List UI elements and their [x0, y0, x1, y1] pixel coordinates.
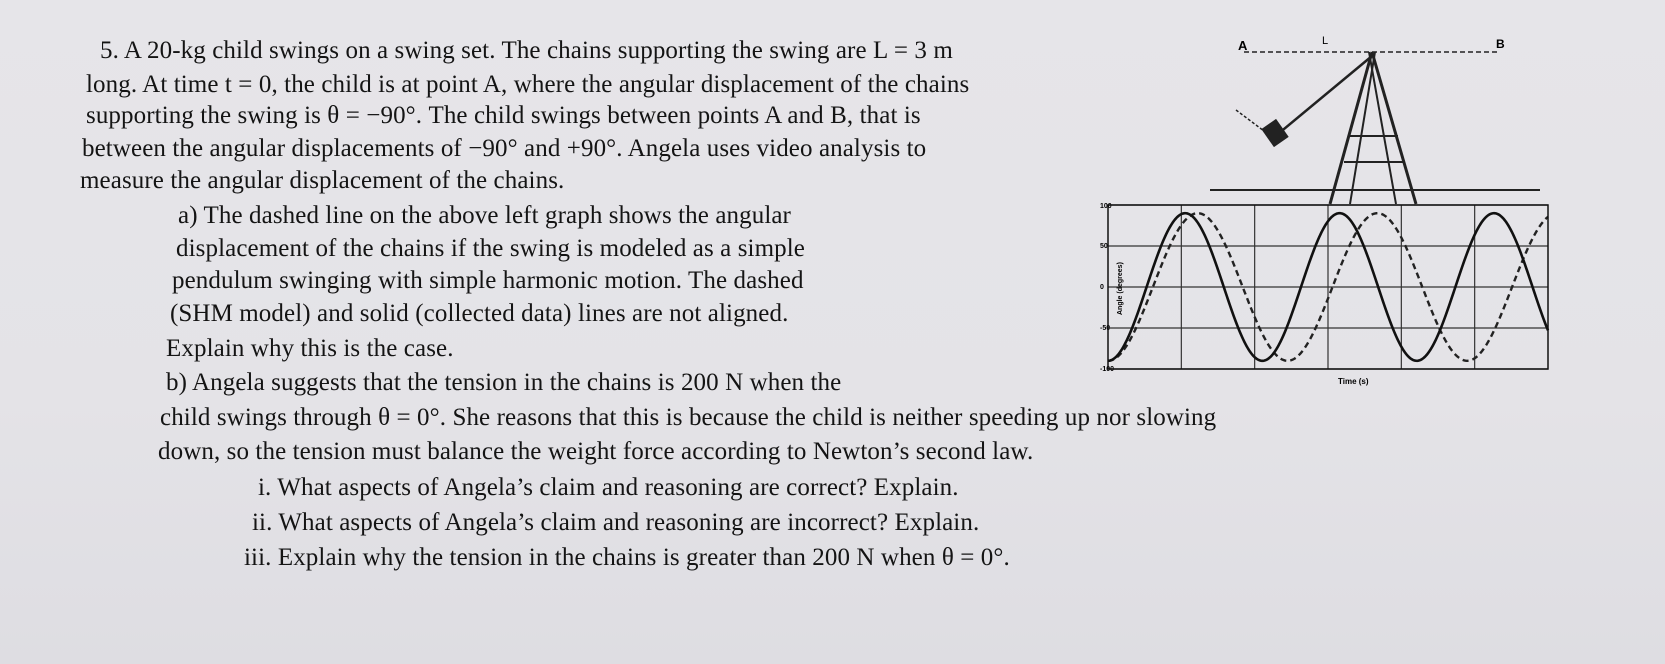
angle-time-graph — [1100, 203, 1548, 420]
part-a-line-1: a) The dashed line on the above left graph shows the angular — [178, 202, 791, 229]
intro-line-1: 5. A 20-kg child swings on a swing set. The chains supporting the swing are L = 3 m — [100, 37, 953, 64]
frame-right-leg — [1372, 52, 1416, 204]
part-a-line-5: Explain why this is the case. — [166, 335, 454, 362]
point-a-label: A — [1238, 38, 1248, 53]
part-b-line-1: b) Angela suggests that the tension in the chains is 200 N when the — [166, 369, 842, 396]
y-tick-minus-100: -100 — [1100, 366, 1115, 373]
chain-length-label: L — [1322, 35, 1329, 47]
y-axis-label: Angle (degrees) — [1117, 262, 1124, 315]
part-a-line-2: displacement of the chains if the swing is modeled as a simple — [176, 235, 805, 262]
sub-question-iii: iii. Explain why the tension in the chains is greater than 200 N when θ = 0°. — [244, 544, 1010, 571]
sub-question-ii: ii. What aspects of Angela’s claim and reasoning are incorrect? Explain. — [252, 509, 980, 536]
y-tick-0: 0 — [1100, 284, 1104, 291]
sub-question-i: i. What aspects of Angela’s claim and reasoning are correct? Explain. — [258, 474, 959, 501]
swing-chain — [1278, 56, 1372, 134]
x-axis-label: Time (s) — [1338, 377, 1369, 386]
part-a-line-3: pendulum swinging with simple harmonic motion. The dashed — [172, 267, 804, 294]
intro-line-5: measure the angular displacement of the chains. — [80, 167, 565, 194]
graph-grid — [1108, 205, 1548, 369]
swing-set-diagram — [1230, 28, 1540, 206]
part-a-line-4: (SHM model) and solid (collected data) lines are not aligned. — [170, 300, 789, 327]
point-b-label: B — [1496, 37, 1505, 51]
y-tick-minus-50: -50 — [1100, 325, 1111, 332]
y-tick-100: 100 — [1100, 203, 1112, 210]
child-figure — [1261, 119, 1288, 147]
intro-line-3: supporting the swing is θ = −90°. The child swings between points A and B, that is — [86, 102, 921, 129]
intro-line-4: between the angular displacements of −90° and +90°. Angela uses video analysis to — [82, 135, 927, 162]
part-b-line-2: child swings through θ = 0°. She reasons that this is because the child is neither speeding up nor slowing — [160, 404, 1217, 431]
part-b-line-3: down, so the tension must balance the weight force according to Newton’s second law. — [158, 438, 1034, 465]
intro-line-2: long. At time t = 0, the child is at point A, where the angular displacement of the chains — [86, 71, 970, 98]
y-tick-50: 50 — [1100, 243, 1108, 250]
frame-inner-left — [1350, 52, 1375, 204]
frame-inner-right — [1369, 52, 1396, 204]
